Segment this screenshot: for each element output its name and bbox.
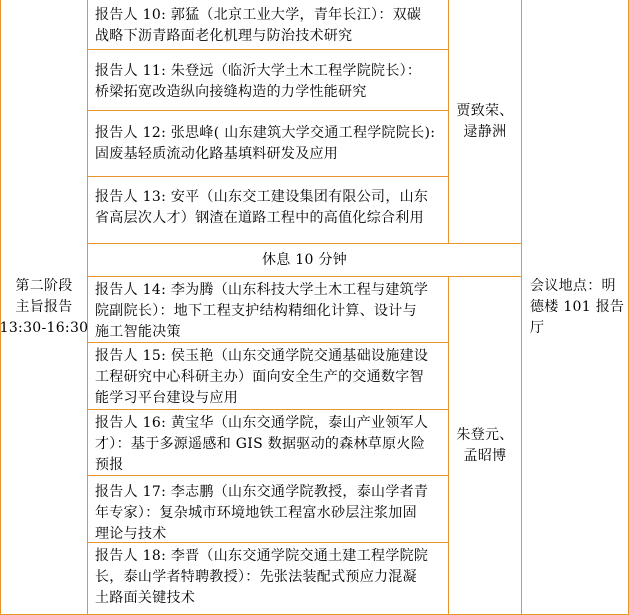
talk-row-16: 报告人 16: 黄宝华（山东交通学院，泰山产业领军人 才）：基于多源遥感和 GIS 数据驱动的森林草原火险 预报 <box>88 410 449 476</box>
venue-label: 厅 <box>530 319 545 336</box>
talk-row-11: 报告人 11: 朱登远（临沂大学土木工程学院院长）： 桥梁拓宽改造纵向接缝构造的力学性能研究 <box>88 50 449 111</box>
talk-row-12: 报告人 12: 张思峰( 山东建筑大学交通工程学院院长): 固废基轻质流动化路基填料研发及应用 <box>88 111 449 177</box>
talk-row-17: 报告人 17: 李志鹏（山东交通学院教授，泰山学者青 年专家）：复杂城市环境地铁工程富水砂层注浆加固 理论与技术 <box>88 476 449 543</box>
hosts-cell-a <box>449 0 522 244</box>
talk-row-14: 报告人 14: 李为腾（山东科技大学土木工程与建筑学 院副院长）：地下工程支护结构精细化计算、设计与 施工智能决策 <box>88 277 449 343</box>
venue-cell <box>522 0 629 615</box>
venue-label: 会议地点：明 <box>530 277 616 294</box>
hosts-cell-b <box>449 277 522 615</box>
host-name: 贾致荣、 <box>456 102 514 119</box>
talk-row-15: 报告人 15: 侯玉艳（山东交通学院交通基础设施建设 工程研究中心科研主办）面向安全生产的交通数字智 能学习平台建设与应用 <box>88 343 449 410</box>
host-name: 逯静洲 <box>463 123 507 140</box>
stage-subtitle: 主旨报告 <box>15 298 73 315</box>
venue-label: 德楼 101 报告 <box>530 298 625 315</box>
talk-row-18: 报告人 18: 李晋（山东交通学院交通土建工程学院院 长，泰山学者特聘教授）：先张法装配式预应力混凝 土路面关键技术 <box>88 543 449 615</box>
break-label: 休息 10 分钟 <box>261 251 348 268</box>
host-name: 朱登元、 <box>456 426 514 443</box>
stage-cell <box>0 0 88 615</box>
host-name: 孟昭博 <box>463 447 507 464</box>
stage-name: 第二阶段 <box>15 277 73 294</box>
talk-row-13: 报告人 13: 安平（山东交工建设集团有限公司，山东 省高层次人才）钢渣在道路工程中的高值化综合利用 <box>88 177 449 244</box>
stage-time: 13:30-16:30 <box>0 319 89 336</box>
talk-row-10: 报告人 10: 郭猛（北京工业大学，青年长江）：双碳 战略下沥青路面老化机理与防治技术研究 <box>88 0 449 50</box>
break-row <box>88 244 522 277</box>
